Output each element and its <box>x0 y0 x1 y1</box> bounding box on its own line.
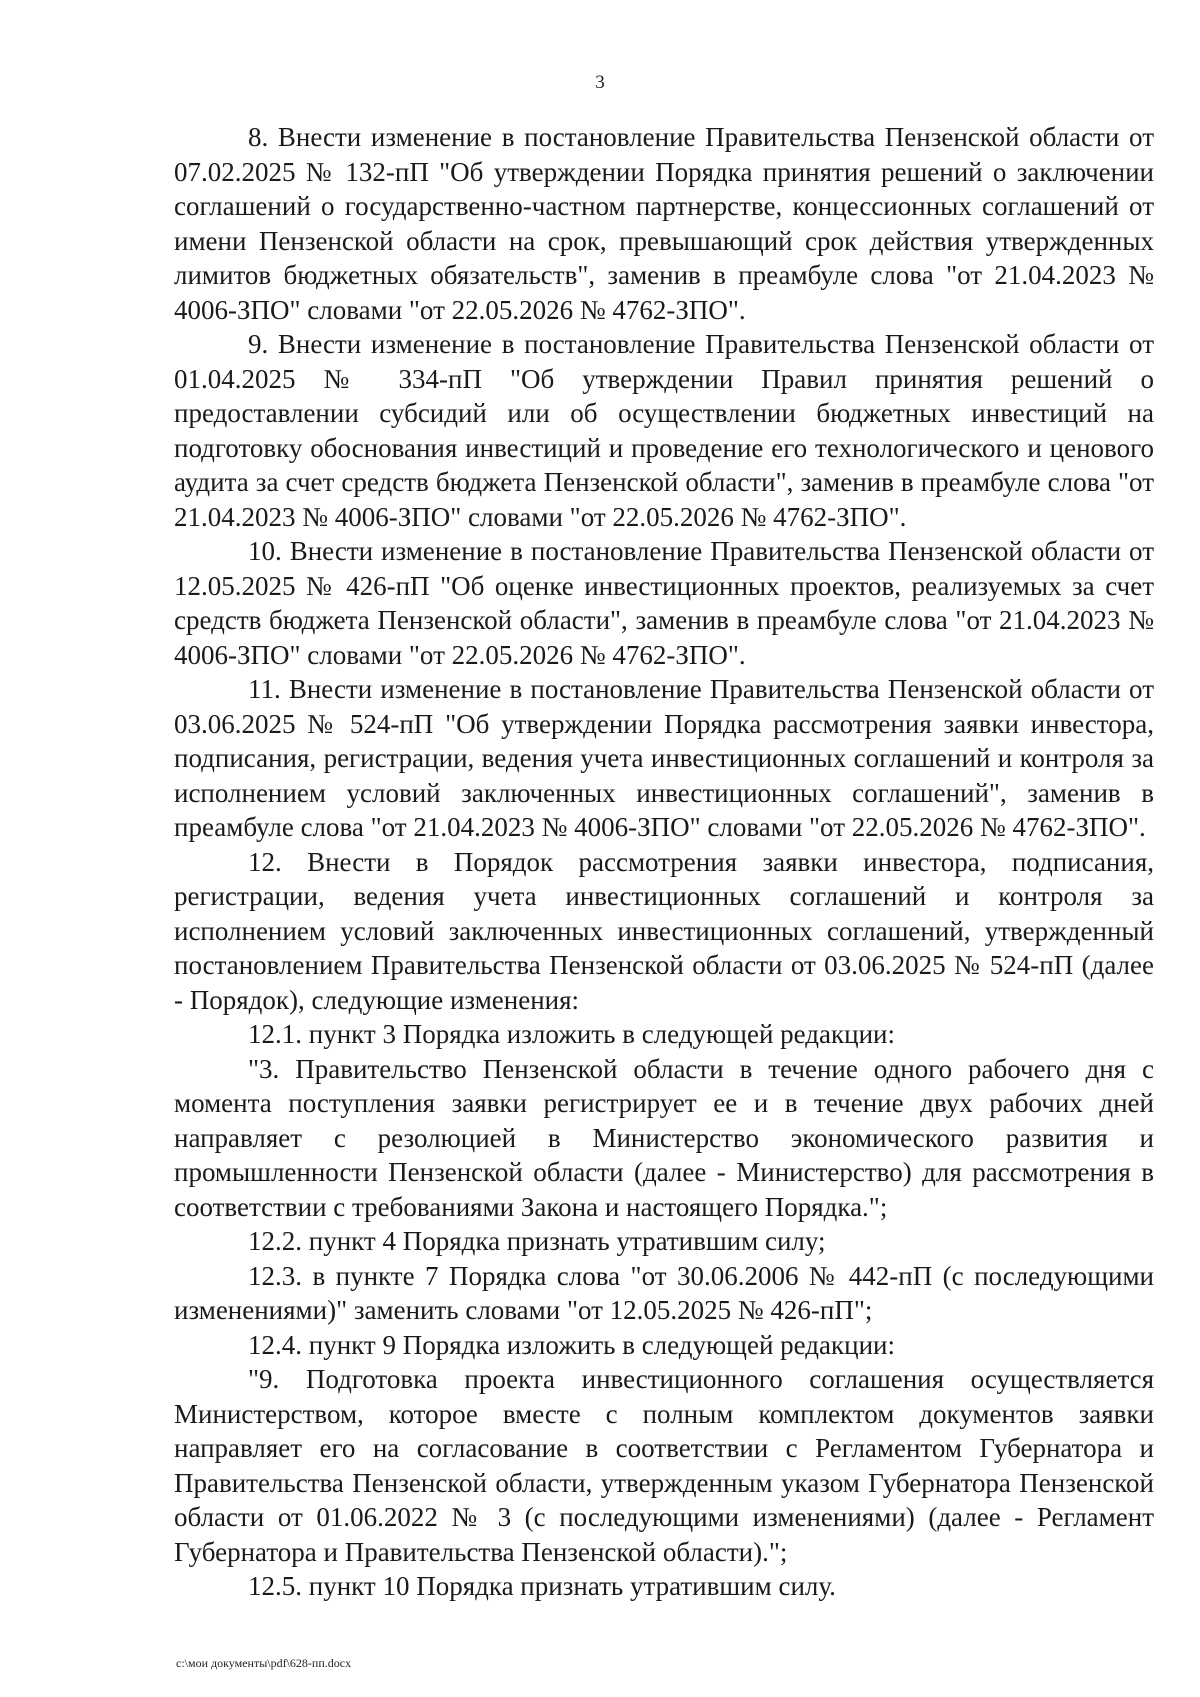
paragraph-12: 12. Внести в Порядок рассмотрения заявки инвестора, подписания, регистрации, ведения учета инвестиционных соглашений и контроля за исполнением условий заключенных инвестиционных соглашений, утвержденный постановлением Правительства Пензенской области от 03.06.2025 № 524-пП (далее - Порядок), следующие изменения: <box>174 846 1154 1015</box>
paragraph-12-3: 12.3. в пункте 7 Порядка слова "от 30.06.2006 № 442-пП (с последующими изменениями)" заменить словами "от 12.05.2025 № 426-пП"; <box>174 1260 1154 1325</box>
paragraph-12-2: 12.2. пункт 4 Порядка признать утратившим силу; <box>248 1226 826 1256</box>
page-number: 3 <box>595 72 605 93</box>
paragraph-11: 11. Внести изменение в постановление Правительства Пензенской области от 03.06.2025 № 524-пП "Об утверждении Порядка рассмотрения заявки инвестора, подписания, регистрации, ведения учета инвестиционных соглашений и контроля за исполнением условий заключенных инвестиционных соглашений", заменив в преамбуле слова "от 21.04.2023 № 4006-ЗПО" словами "от 22.05.2026 № 4762-ЗПО". <box>174 674 1154 842</box>
paragraph-12-5: 12.5. пункт 10 Порядка признать утратившим силу. <box>248 1571 836 1601</box>
paragraph-12-1-quote: "3. Правительство Пензенской области в течение одного рабочего дня с момента поступления заявки регистрирует ее и в течение двух рабочих дней направляет с резолюцией в Министерство экономического развития и промышленности Пензенской области (далее - Министерство) для рассмотрения в соответствии с требованиями Закона и настоящего Порядка."; <box>174 1053 1154 1222</box>
paragraph-9: 9. Внести изменение в постановление Правительства Пензенской области от 01.04.2025 № 334-пП "Об утверждении Правил принятия решений о предоставлении субсидий или об осуществлении бюджетных инвестиций на подготовку обоснования инвестиций и проведение его технологического и ценового аудита за счет средств бюджета Пензенской области", заменив в преамбуле слова "от 21.04.2023 № 4006-ЗПО" словами "от 22.05.2026 № 4762-ЗПО". <box>174 329 1154 532</box>
paragraph-8: 8. Внести изменение в постановление Правительства Пензенской области от 07.02.2025 № 132-пП "Об утверждении Порядка принятия решений о заключении соглашений о государственно-частном партнерстве, концессионных соглашений от имени Пензенской области на срок, превышающий срок действия утвержденных лимитов бюджетных обязательств", заменив в преамбуле слова "от 21.04.2023 № 4006-ЗПО" словами "от 22.05.2026 № 4762-ЗПО". <box>174 122 1154 325</box>
paragraph-10: 10. Внести изменение в постановление Правительства Пензенской области от 12.05.2025 № 426-пП "Об оценке инвестиционных проектов, реализуемых за счет средств бюджета Пензенской области", заменив в преамбуле слова "от 21.04.2023 № 4006-ЗПО" словами "от 22.05.2026 № 4762-ЗПО". <box>174 536 1154 670</box>
paragraph-12-1: 12.1. пункт 3 Порядка изложить в следующей редакции: <box>248 1019 895 1049</box>
paragraph-12-4-quote: "9. Подготовка проекта инвестиционного соглашения осуществляется Министерством, которое вместе с полным комплектом документов заявки направляет его на согласование в соответствии с Регламентом Губернатора и Правительства Пензенской области, утвержденным указом Губернатора Пензенской области от 01.06.2022 № 3 (с последующими изменениями) (далее - Регламент Губернатора и Правительства Пензенской области)."; <box>174 1364 1154 1567</box>
document-body <box>174 120 1154 1604</box>
footer-file-path: c:\мои документы\pdf\628-пп.docx <box>176 1656 352 1670</box>
paragraph-12-4: 12.4. пункт 9 Порядка изложить в следующей редакции: <box>248 1329 895 1360</box>
